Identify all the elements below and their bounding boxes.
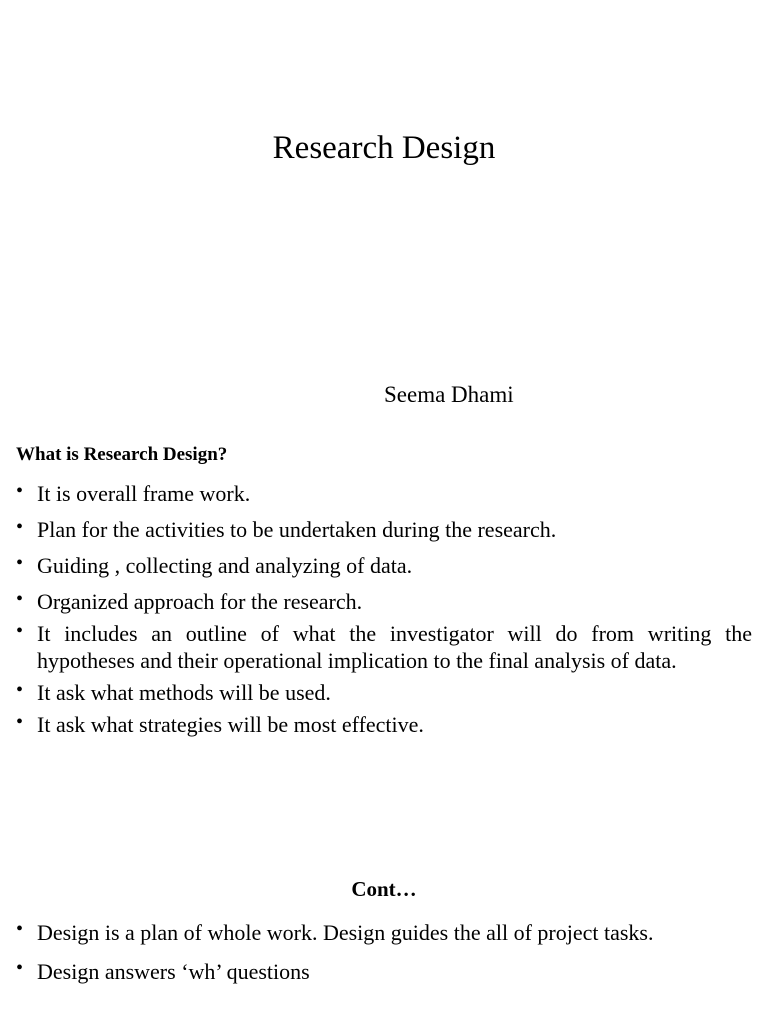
list-item-text: It ask what strategies will be most effective. [37,712,424,737]
bullet-icon: • [16,918,24,940]
bullet-icon: • [16,480,24,502]
bullet-icon: • [16,957,24,979]
bullet-icon: • [16,620,24,642]
section-heading: Cont… [351,877,417,901]
list-item [16,711,752,738]
list-item-text: Guiding , collecting and analyzing of data. [37,553,413,578]
list-item [16,588,752,615]
list-item [16,552,752,579]
list-item [16,480,752,507]
list-item-text: It includes an outline of what the investigator will do from writing the hypotheses and their operational implication to the final analysis of data. [37,621,752,673]
list-item-text: It is overall frame work. [37,481,251,506]
list-item [16,516,752,543]
list-item-text: Design is a plan of whole work. Design guides the all of project tasks. [37,920,654,945]
list-item-text: It ask what methods will be used. [37,680,331,705]
bullet-list [16,480,752,747]
list-item-text: Plan for the activities to be undertaken during the research. [37,517,557,542]
bullet-icon: • [16,711,24,733]
slide-title: Research Design [272,130,496,166]
list-item [16,918,752,948]
list-item [16,957,752,987]
list-item [16,620,752,674]
list-item [16,679,752,706]
bullet-icon: • [16,588,24,610]
section-heading: What is Research Design? [16,444,228,465]
list-item-text: Design answers ‘wh’ questions [37,959,310,984]
list-item-text: Organized approach for the research. [37,589,363,614]
slide-author: Seema Dhami [384,382,514,407]
bullet-icon: • [16,516,24,538]
bullet-icon: • [16,679,24,701]
bullet-icon: • [16,552,24,574]
bullet-list [16,918,752,996]
